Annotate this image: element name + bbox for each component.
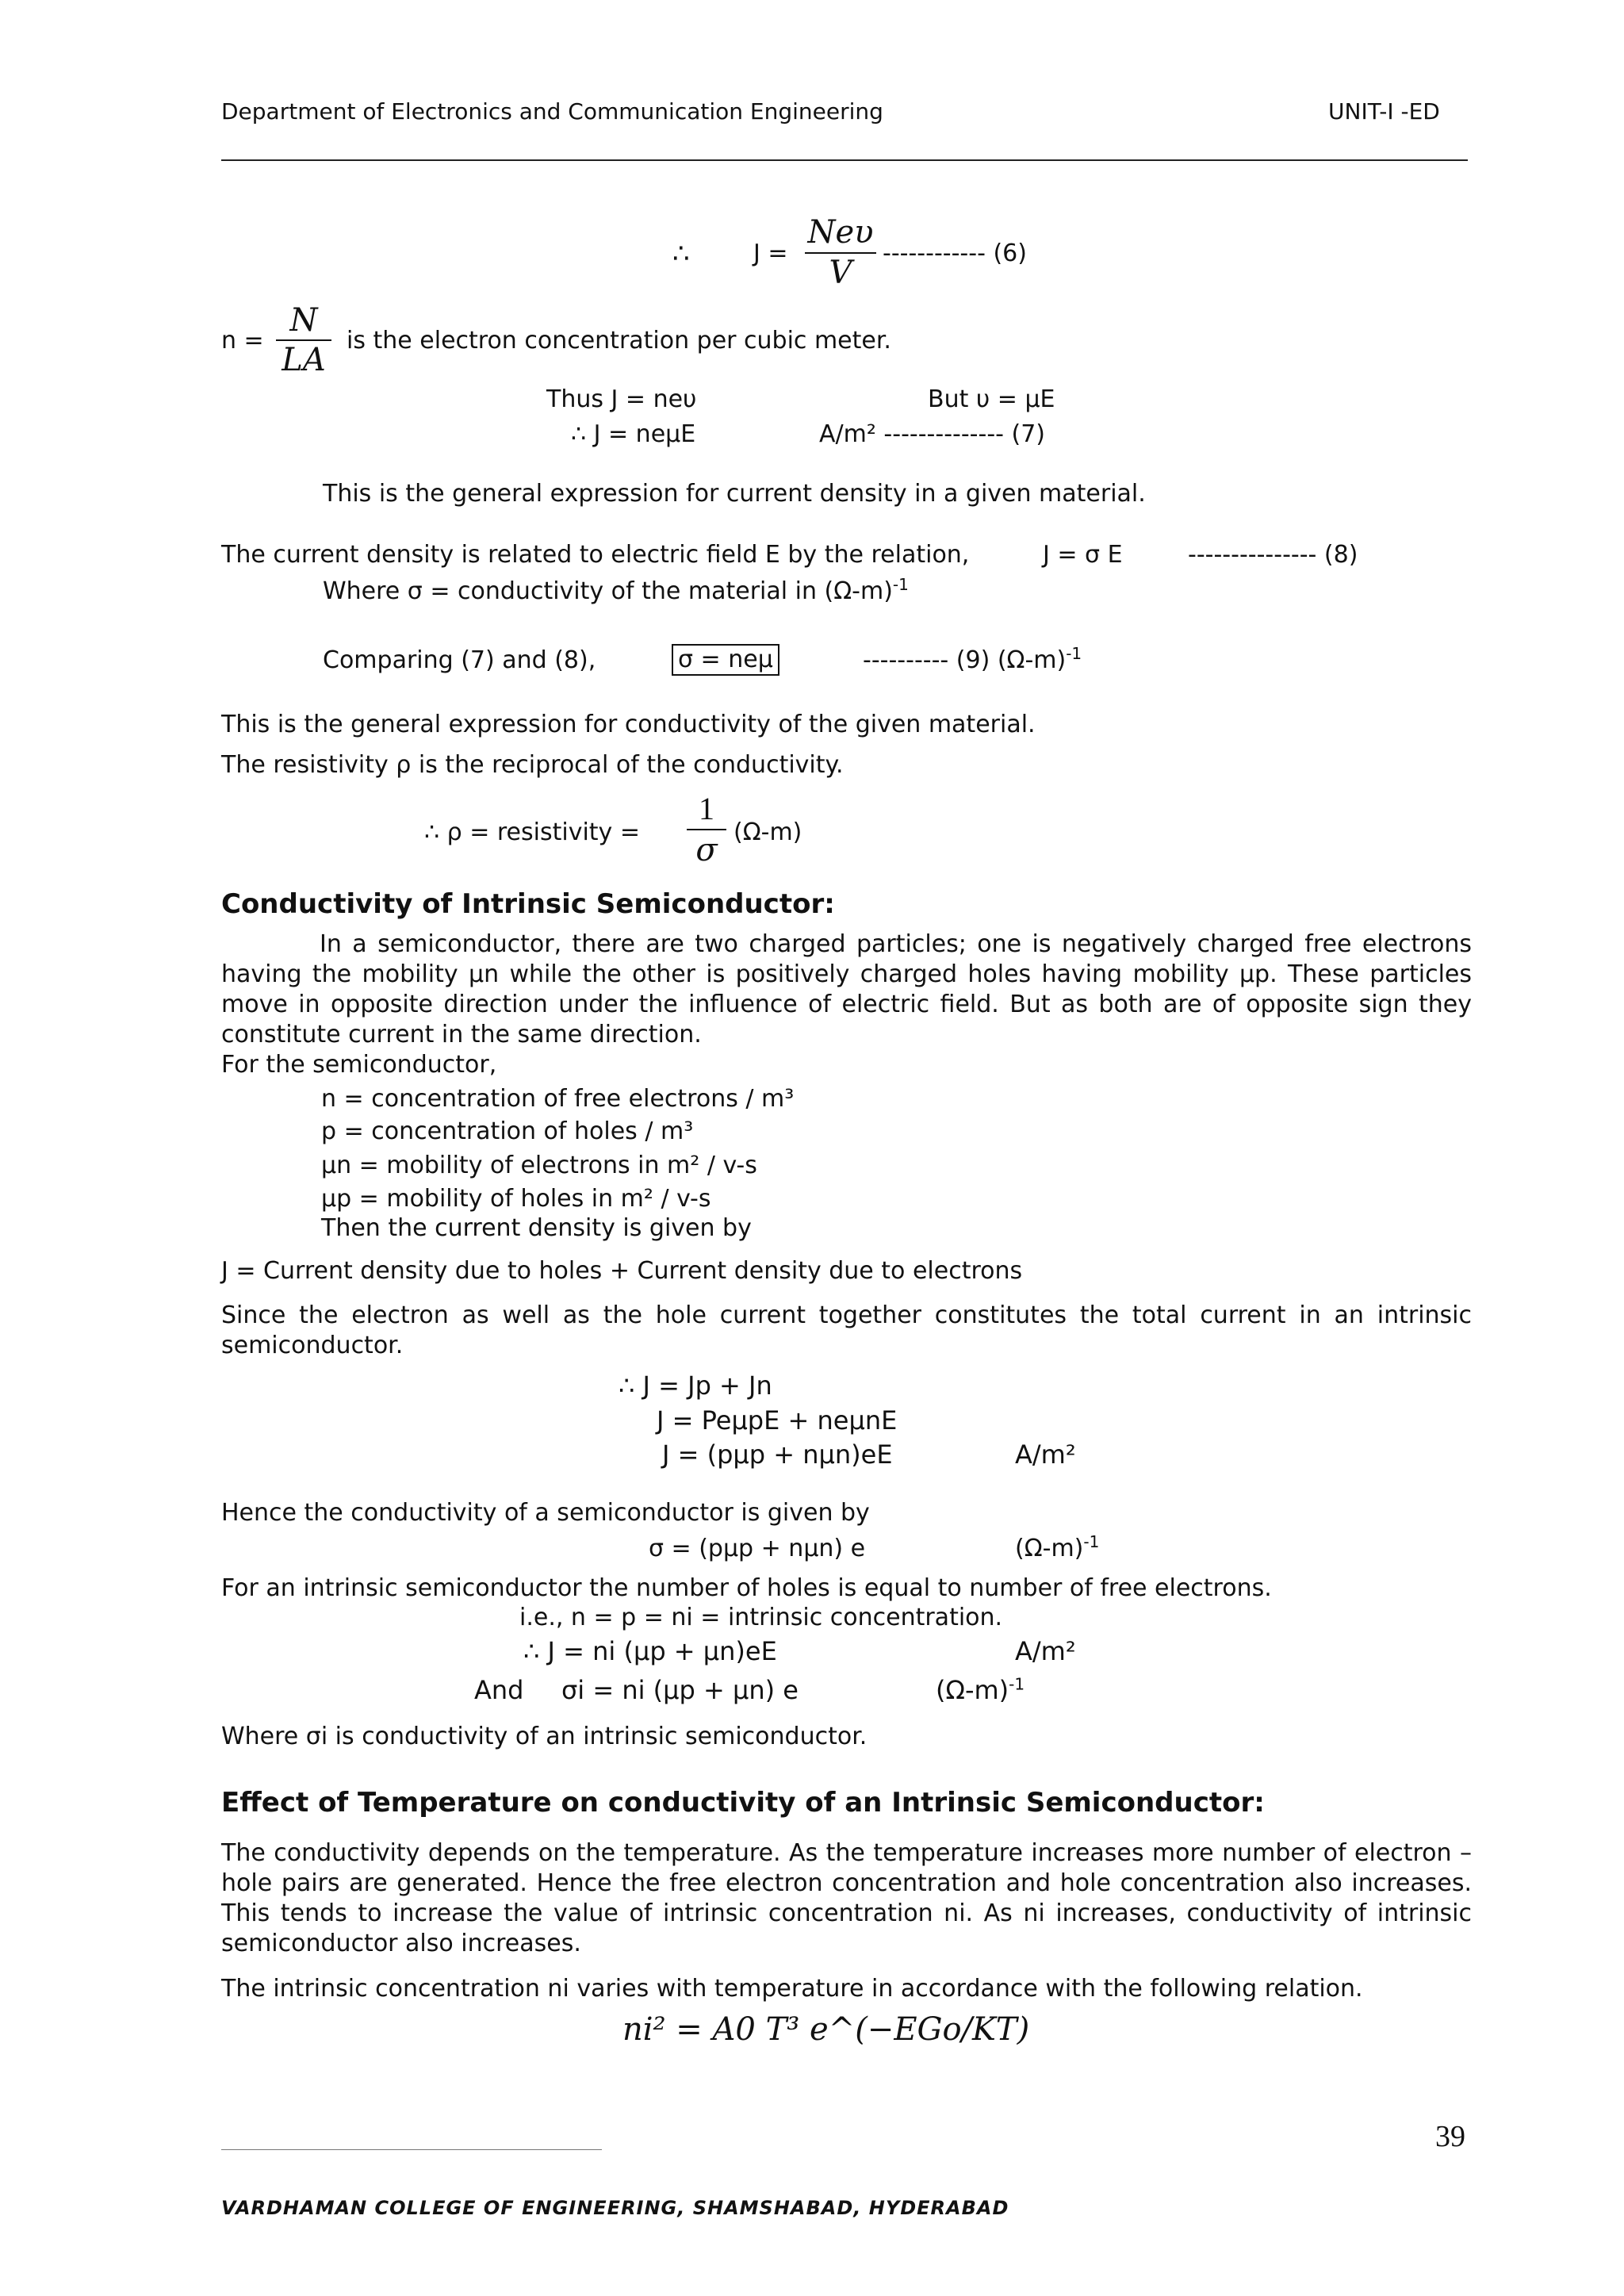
n-def-lhs: n =: [221, 327, 264, 355]
where-sigma: [323, 577, 909, 606]
eq-rho-fraction: [687, 789, 726, 870]
eq6-fraction: [805, 213, 876, 292]
eq-rho-lhs: ∴ ρ = resistivity =: [424, 818, 640, 846]
def-n: n = concentration of free electrons / m³: [321, 1085, 795, 1113]
eq6-lhs: J =: [753, 240, 788, 267]
eq9-tag-text: ---------- (9) (Ω-m): [863, 646, 1067, 674]
header-rule: [221, 159, 1468, 161]
ie-line: i.e., n = p = ni = intrinsic concentration.: [519, 1604, 1003, 1631]
eq-rho-numerator: 1: [699, 791, 714, 826]
final-equation: ni² = A0 T³ e^(−EGo/KT): [622, 2011, 1030, 2048]
sigmai-and: And: [474, 1675, 524, 1705]
def-then: Then the current density is given by: [321, 1214, 752, 1242]
j-eq-1: ∴ J = Jp + Jn: [619, 1370, 772, 1401]
ji-eq: ∴ J = ni (μp + μn)eE: [523, 1636, 777, 1666]
eq8-tag: --------------- (8): [1188, 541, 1358, 569]
eq-rho-unit: (Ω-m): [733, 818, 802, 846]
related-text: The current density is related to electric field E by the relation,: [221, 541, 970, 569]
section-1-paragraph: In a semiconductor, there are two charged particles; one is negatively charged free electrons having the mobility μn while the other is positively charged holes having mobility μp. These particles move in opposite direction under the influence of electric field. But as both are of opposite sign they constitute current in the same direction.: [221, 930, 1472, 1048]
eq9-sup: -1: [1066, 644, 1082, 663]
where-sigmai: Where σi is conductivity of an intrinsic semiconductor.: [221, 1723, 868, 1750]
intrinsic-line: For an intrinsic semiconductor the number of holes is equal to number of free electrons.: [221, 1574, 1272, 1602]
eq6-denominator: V: [805, 252, 876, 292]
eq9-boxed: σ = neμ: [672, 644, 779, 676]
eq7-line1-left: Thus J = neυ: [546, 385, 697, 413]
college-footer: VARDHAMAN COLLEGE OF ENGINEERING, SHAMSHABAD, HYDERABAD: [221, 2197, 1009, 2219]
conductivity-general: This is the general expression for conductivity of the given material.: [221, 711, 1036, 738]
eq7-line2-right: A/m² -------------- (7): [819, 420, 1045, 448]
j-eq-2: J = PeμpE + neμnE: [657, 1405, 898, 1435]
n-def-text: is the electron concentration per cubic meter.: [347, 327, 891, 355]
sigma-eq-unit-text: (Ω-m): [1015, 1535, 1084, 1562]
section-2-paragraph-1: The conductivity depends on the temperature. As the temperature increases more number of electron – hole pairs are generated. Hence the free electron concentration and hole concentration also increases. This tends to increase the value of intrinsic concentration ni. As ni increases, conductivity of intrinsic semiconductor also increases.: [221, 1839, 1472, 1957]
eq9-label: Comparing (7) and (8),: [323, 646, 596, 674]
n-def-numerator: N: [289, 302, 318, 339]
sigmai-unit: [936, 1675, 1025, 1705]
j-unit: A/m²: [1015, 1439, 1076, 1470]
section-2-title: Effect of Temperature on conductivity of an Intrinsic Semiconductor:: [221, 1787, 1265, 1819]
general-expression-current: This is the general expression for current density in a given material.: [323, 480, 1146, 508]
header-left: Department of Electronics and Communication Engineering: [221, 98, 883, 125]
def-p: p = concentration of holes / m³: [321, 1117, 694, 1145]
section-1-title: Conductivity of Intrinsic Semiconductor:: [221, 888, 835, 920]
sigma-eq-sup: -1: [1083, 1532, 1100, 1551]
section-2-paragraph-2: The intrinsic concentration ni varies with temperature in accordance with the following relation.: [221, 1975, 1363, 2003]
sigmai-unit-text: (Ω-m): [936, 1675, 1009, 1705]
eq6-therefore: ∴: [672, 238, 690, 270]
eq6-numerator: Neυ: [807, 214, 874, 251]
header-right: UNIT-I -ED: [1328, 98, 1440, 125]
eq-rho-denominator: σ: [687, 829, 726, 870]
n-def-fraction: [276, 301, 331, 379]
resistivity-text: The resistivity ρ is the reciprocal of the conductivity.: [221, 751, 844, 779]
where-sigma-text: Where σ = conductivity of the material in (Ω-m): [323, 577, 893, 605]
sigmai-sup: -1: [1009, 1674, 1025, 1694]
eq8-relation: J = σ E: [1043, 541, 1123, 569]
j-eq-3: J = (pμp + nμn)eE: [662, 1439, 893, 1470]
eq7-line1-right: But υ = μE: [928, 385, 1055, 413]
ji-eq-unit: A/m²: [1015, 1636, 1076, 1666]
eq7-line2-left: ∴ J = neμE: [571, 420, 696, 448]
sigmai-eq: σi = ni (μp + μn) e: [561, 1675, 799, 1705]
where-sigma-sup: -1: [892, 575, 909, 594]
page-number: 39: [1435, 2120, 1465, 2153]
sigma-eq: σ = (pμp + nμn) e: [649, 1535, 866, 1562]
def-mun: μn = mobility of electrons in m² / v-s: [321, 1152, 757, 1179]
def-mup: μp = mobility of holes in m² / v-s: [321, 1185, 711, 1213]
hence-text: Hence the conductivity of a semiconductor is given by: [221, 1499, 870, 1527]
eq6-tag: ------------ (6): [883, 240, 1027, 267]
for-semiconductor: For the semiconductor,: [221, 1051, 497, 1079]
since-paragraph: Since the electron as well as the hole current together constitutes the total current in an intrinsic semiconductor.: [221, 1301, 1472, 1359]
j-definition: J = Current density due to holes + Current density due to electrons: [221, 1257, 1023, 1285]
footer-rule: [221, 2149, 602, 2150]
n-def-denominator: LA: [276, 339, 331, 379]
sigma-eq-unit: [1015, 1532, 1100, 1563]
eq9-tag: [863, 646, 1082, 675]
